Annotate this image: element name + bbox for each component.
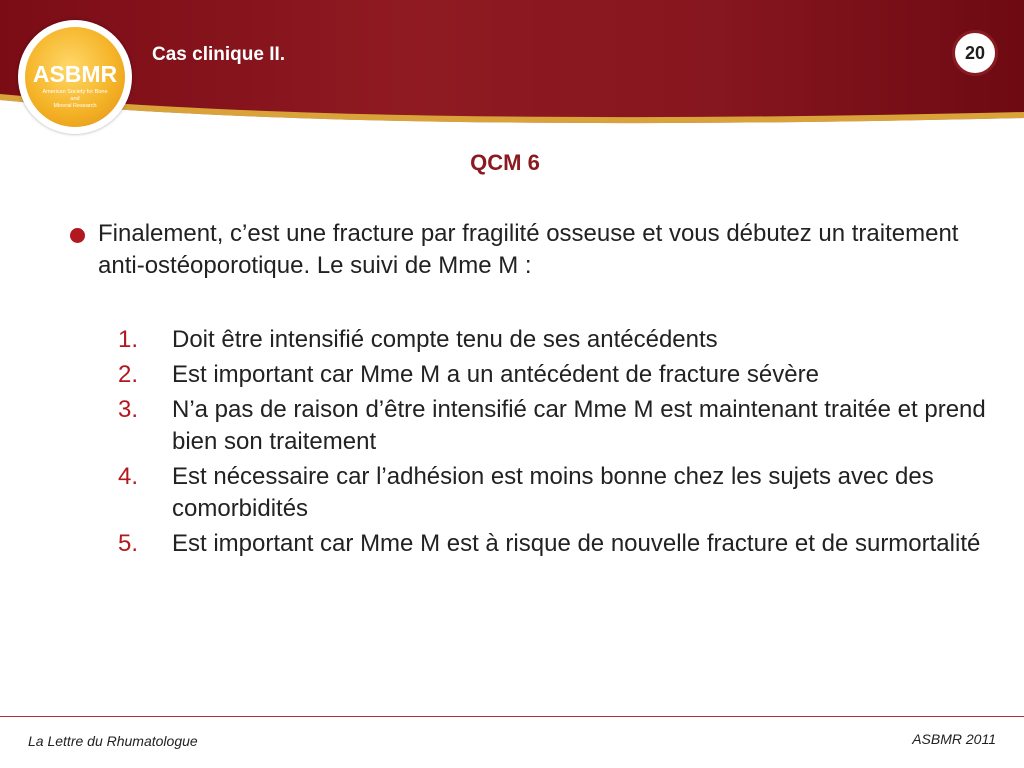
option-text: Est important car Mme M est à risque de nouvelle fracture et de surmortalité	[172, 530, 981, 557]
answer-option	[118, 528, 988, 560]
option-text: Est nécessaire car l’adhésion est moins bonne chez les sujets avec des comorbidités	[172, 463, 934, 522]
logo-tagline-line3: Mineral Research	[53, 103, 97, 109]
logo-name: ASBMR	[32, 61, 118, 87]
option-text: Doit être intensifié compte tenu de ses antécédents	[172, 326, 718, 353]
logo-tagline-line2: and	[70, 96, 80, 102]
logo-tagline	[37, 89, 113, 110]
bullet-dot-icon	[70, 228, 85, 243]
answer-option	[118, 461, 988, 525]
logo-emblem	[25, 27, 125, 127]
option-number: 5.	[118, 530, 139, 557]
option-number: 2.	[118, 361, 139, 388]
question-text: Finalement, c’est une fracture par fragilité osseuse et vous débutez un traitement anti-ostéoporotique. Le suivi de Mme M :	[98, 220, 959, 279]
logo-tagline-line1: American Society for Bone	[42, 89, 108, 95]
slide-title: Cas clinique II.	[152, 44, 286, 65]
footer-source: La Lettre du Rhumatologue	[28, 733, 198, 749]
answer-option	[118, 324, 988, 356]
footer-divider	[0, 716, 1024, 717]
option-number: 4.	[118, 463, 139, 490]
asbmr-logo	[18, 20, 132, 134]
footer-credit: ASBMR 2011	[912, 731, 996, 747]
answer-option	[118, 359, 988, 391]
answer-options-list	[118, 324, 988, 563]
option-number: 1.	[118, 326, 139, 353]
answer-option	[118, 394, 988, 458]
question-title: QCM 6	[470, 150, 540, 175]
option-text: Est important car Mme M a un antécédent de fracture sévère	[172, 361, 819, 388]
page-number-badge: 20	[952, 30, 998, 76]
option-number: 3.	[118, 396, 139, 423]
option-text: N’a pas de raison d’être intensifié car Mme M est maintenant traitée et prend bien son traitement	[172, 396, 986, 455]
